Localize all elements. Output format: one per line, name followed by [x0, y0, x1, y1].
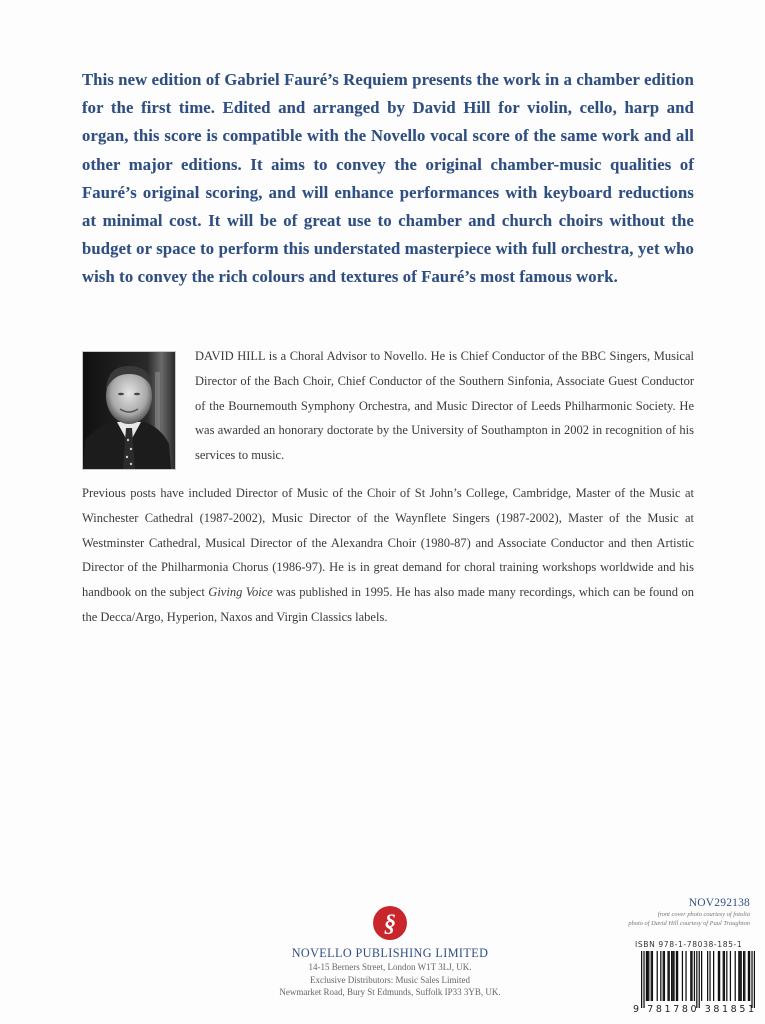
author-photo — [82, 351, 176, 470]
barcode-bar — [696, 951, 697, 1008]
blurb-paragraph: This new edition of Gabriel Fauré’s Requiem presents the work in a chamber edition for the first time. Edited and arranged by David Hill for violin, cello, harp and organ, this score is compatible with the Novello vocal score of the same work and all other major editions. It aims to convey the original chamber-music qualities of Fauré’s original scoring, and will enhance performances with keyboard reductions at minimal cost. It will be of great use to chamber and church choirs without the budget or space to perform this understated masterpiece with full orchestra, yet who wish to convey the rich colours and textures of Fauré’s most famous work. — [82, 70, 694, 287]
publisher-block — [262, 905, 518, 999]
barcode-bar — [751, 951, 752, 1008]
barcode-bar — [748, 951, 749, 1001]
distributor-address-line: Newmarket Road, Bury St Edmunds, Suffolk IP33 3YB, UK. — [279, 987, 501, 997]
barcode-bar — [707, 951, 708, 1001]
barcode-bar — [641, 951, 642, 1008]
barcode-bar — [738, 951, 739, 1001]
barcode-bar — [749, 951, 750, 1001]
barcode-bar — [677, 951, 678, 1001]
barcode-bar — [660, 951, 661, 1001]
barcode-bar — [651, 951, 652, 1001]
barcode-bar — [726, 951, 727, 1001]
barcode-bar — [673, 951, 674, 1001]
barcode-bar — [724, 951, 725, 1001]
barcode-bar — [643, 951, 644, 1008]
book-title-giving-voice: Giving Voice — [208, 585, 273, 600]
bio-paragraph: DAVID HILL is a Choral Advisor to Novello. He is Chief Conductor of the BBC Singers, Musical Director of the Bach Choir, Chief Conductor of the Southern Sinfonia, Associate Guest Conductor of the Bournemouth Symphony Orchestra, and Music Director of Leeds Philharmonic Society. He was awarded an honorary doctorate by the University of Southampton in 2002 in recognition of his services to music. — [195, 349, 694, 463]
barcode-bar — [652, 951, 653, 1001]
barcode-bar — [739, 951, 740, 1001]
barcode-bar — [676, 951, 677, 1001]
barcode-bar — [701, 951, 702, 1001]
barcode-bar — [663, 951, 664, 1001]
barcode-bar — [709, 951, 710, 1001]
barcode-bar — [647, 951, 648, 1001]
publisher-address-line: 14-15 Berners Street, London W1T 3LJ, UK. — [308, 962, 472, 972]
barcode-bar — [648, 951, 649, 1001]
barcode-bar — [671, 951, 672, 1001]
previous-posts-paragraph — [82, 481, 694, 630]
barcode-bar — [744, 951, 745, 1001]
catalogue-info — [590, 896, 750, 928]
barcode-bar — [699, 951, 700, 1008]
barcode-bar — [718, 951, 719, 1001]
barcode-bar — [667, 951, 668, 1001]
barcode-bar — [646, 951, 647, 1001]
barcode-bar — [690, 951, 691, 1001]
distributor-line: Exclusive Distributors: Music Sales Limited — [310, 974, 470, 985]
barcode-bar — [754, 951, 755, 1008]
portrait-image — [83, 352, 175, 469]
barcode-bar — [672, 951, 673, 1001]
cover-photo-credit: front cover photo courtesy of fotolia — [657, 911, 750, 918]
barcode-bar — [664, 951, 665, 1001]
previous-posts-text-a: Previous posts have included Director of Music of the Choir of St John’s College, Cambridge, Master of the Music at Winchester Cathedral (1987-2002), Music Director of the Waynflete Singers (1987-2002), Master of the Music at Westminster Cathedral, Musical Director of the Alexandra Choir (1980-87) and Associate Conductor and then Artistic Director of the Philharmonia Chorus (1986-97). He is in great demand for choral training workshops worldwide and his handbook on the subject — [82, 486, 694, 600]
barcode-bar — [691, 951, 692, 1001]
novello-logo-icon — [372, 905, 408, 941]
isbn-label: ISBN 978-1-78038-185-1 — [635, 940, 743, 949]
barcode-bar — [682, 951, 683, 1001]
barcode-background — [641, 951, 755, 1008]
barcode-bar — [723, 951, 724, 1001]
barcode-bar — [741, 951, 742, 1001]
barcode-bar — [657, 951, 658, 1001]
previous-posts-section — [82, 481, 694, 630]
catalogue-number: NOV292138 — [688, 897, 750, 909]
barcode-bar — [735, 951, 736, 1001]
barcode-bar — [694, 951, 695, 1001]
isbn-barcode — [641, 951, 755, 1008]
barcode-digits: 9 781780 381851 — [633, 1004, 757, 1015]
previous-posts-text-b: was published in 1995. He has also made many recordings, which can be found on the Decca/Argo, Hyperion, Naxos and Virgin Classics labels. — [82, 585, 694, 624]
barcode-bar — [743, 951, 744, 1001]
publisher-name: NOVELLO PUBLISHING LIMITED — [291, 946, 489, 960]
barcode-bar — [685, 951, 686, 1001]
barcode-bar — [713, 951, 714, 1001]
author-photo-credit: photo of David Hill courtesy of Paul Traughton — [628, 920, 750, 927]
barcode-bar — [719, 951, 720, 1001]
svg-text:§: § — [384, 911, 396, 937]
barcode-bar — [669, 951, 670, 1001]
barcode-bar — [730, 951, 731, 1001]
cover-blurb — [82, 66, 694, 292]
author-bio-text — [195, 344, 694, 468]
